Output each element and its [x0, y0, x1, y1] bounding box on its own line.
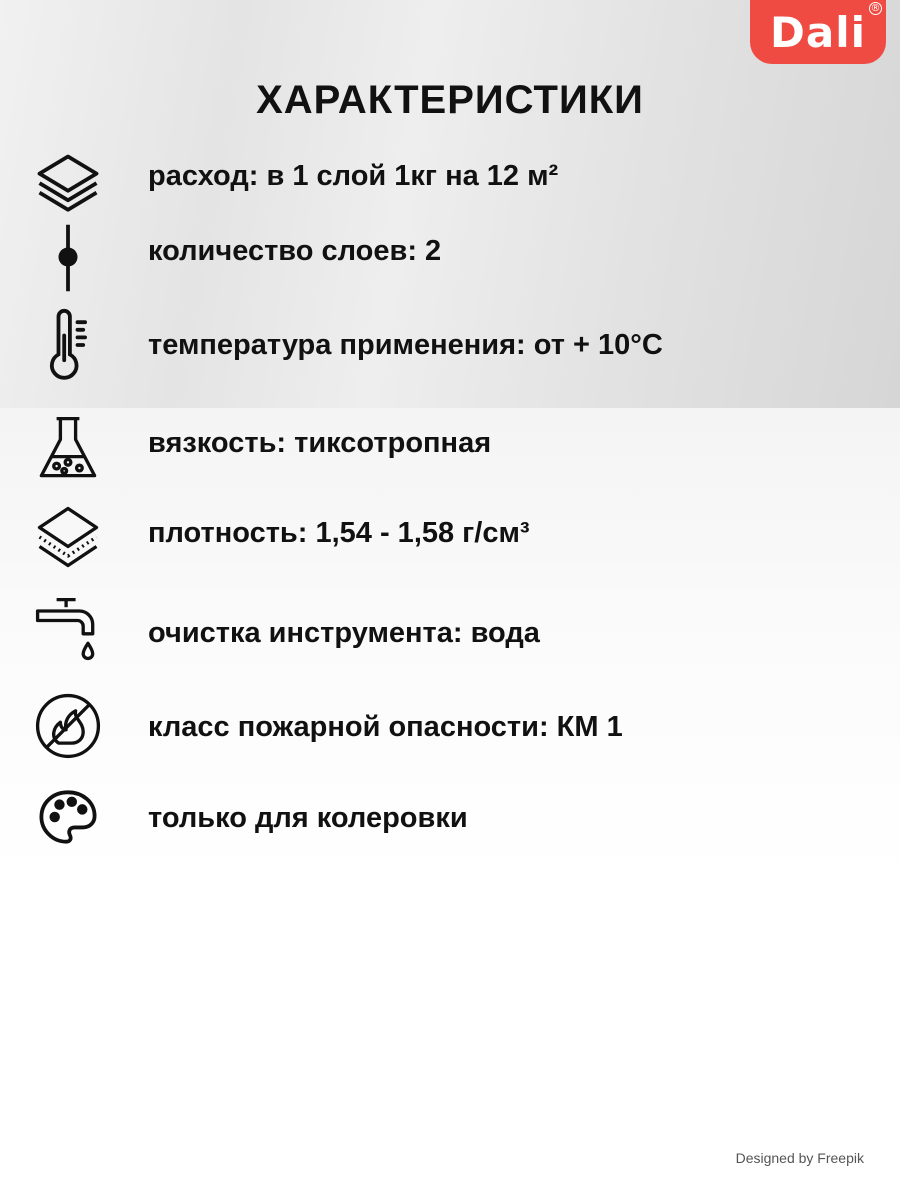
- layer-count-icon: [28, 217, 108, 297]
- logo-text: Dali: [770, 7, 866, 57]
- spec-row-temperature: [0, 305, 900, 395]
- no-fire-icon: [28, 686, 108, 766]
- spec-temperature-text: температура применения: от + 10°C: [148, 329, 663, 361]
- spec-consumption-text: расход: в 1 слой 1кг на 12 м²: [148, 160, 559, 192]
- page-title: ХАРАКТЕРИСТИКИ: [256, 78, 644, 122]
- dali-logo: [750, 0, 886, 64]
- image-credit: Designed by Freepik: [735, 1150, 864, 1166]
- spec-row-viscosity: [0, 405, 900, 495]
- palette-icon: [28, 777, 108, 857]
- spec-row-tinting: [0, 775, 900, 865]
- spec-tinting-text: только для колеровки: [148, 802, 468, 834]
- density-icon: [28, 497, 108, 577]
- spec-layers-text: количество слоев: 2: [148, 235, 442, 267]
- spec-cleaning-text: очистка инструмента: вода: [148, 617, 540, 649]
- spec-row-fire-class: [0, 684, 900, 774]
- spec-fire-class-text: класс пожарной опасности: КМ 1: [148, 711, 623, 743]
- spec-viscosity-text: вязкость: тиксотропная: [148, 427, 492, 459]
- spec-row-density: [0, 495, 900, 585]
- flask-icon: [28, 409, 108, 489]
- spec-row-layers: [0, 215, 900, 305]
- spec-row-cleaning: [0, 590, 900, 680]
- faucet-icon: [28, 590, 108, 670]
- spec-density-text: плотность: 1,54 - 1,58 г/см³: [148, 517, 530, 549]
- registered-mark: ®: [870, 3, 881, 14]
- layers-icon: [28, 145, 108, 225]
- thermometer-icon: [28, 305, 108, 385]
